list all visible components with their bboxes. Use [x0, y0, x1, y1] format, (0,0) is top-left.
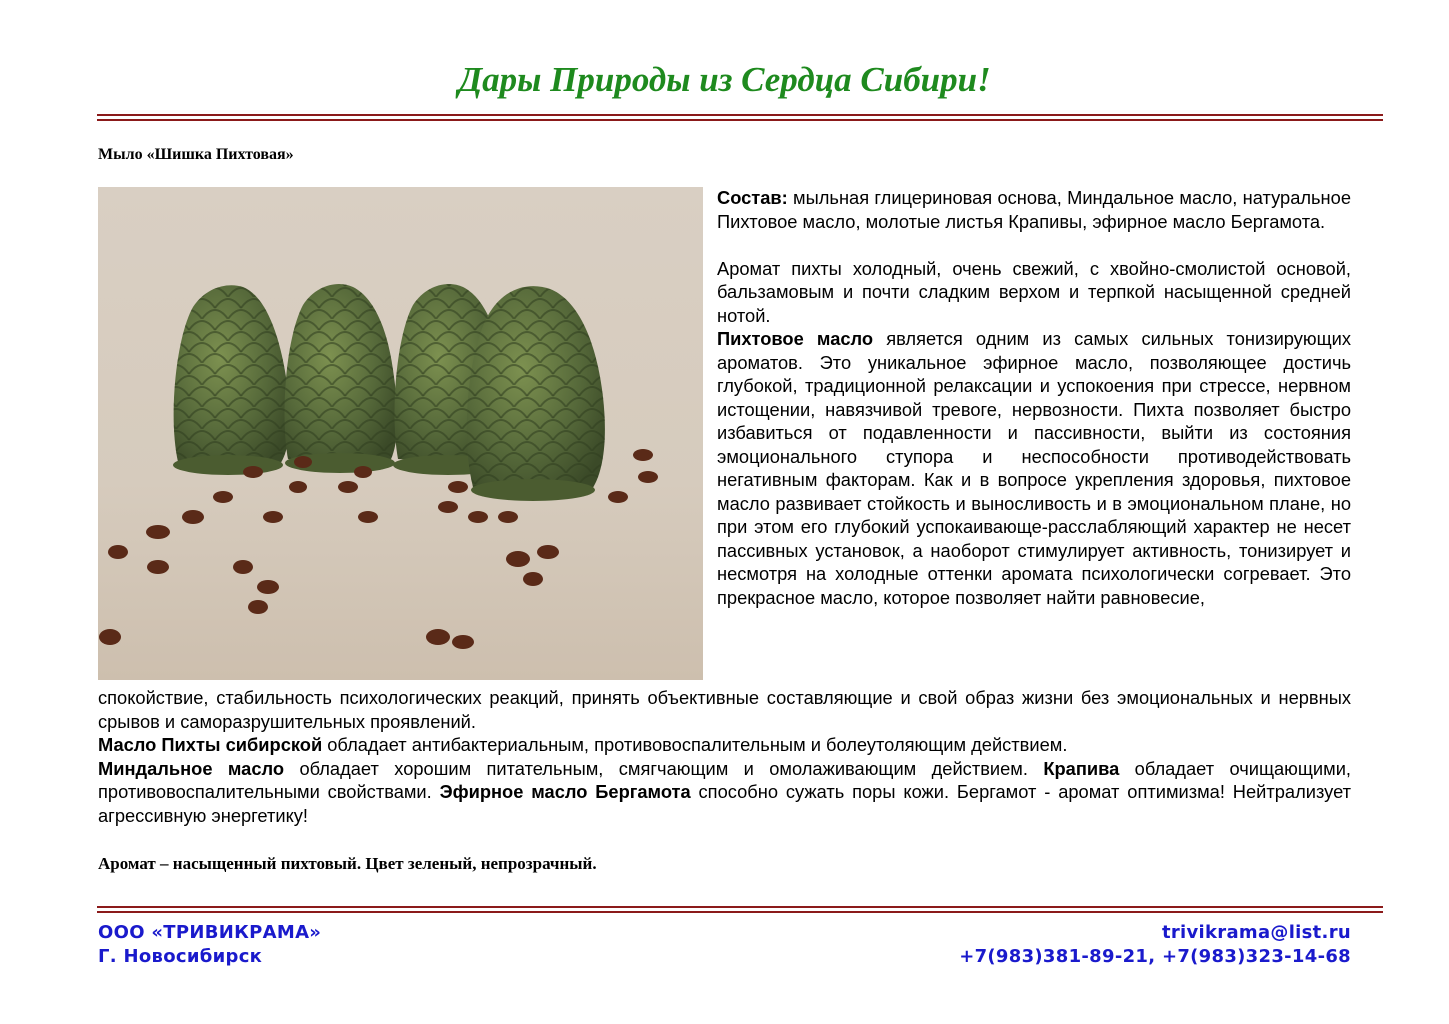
footer-contacts	[959, 921, 1351, 969]
siberian-fir-text: обладает антибактериальным, противовоспалительным и болеутоляющим действием.	[322, 734, 1068, 755]
almond-text: обладает хорошим питательным, смягчающим и омолаживающим действием.	[284, 757, 1044, 779]
description-column	[717, 186, 1351, 609]
ingredients-paragraph	[98, 757, 1351, 828]
fir-oil-paragraph	[717, 327, 1351, 609]
footer-company	[98, 921, 321, 969]
bottom-divider	[97, 906, 1383, 913]
description-wide	[98, 686, 1351, 827]
composition-paragraph	[717, 186, 1351, 233]
fir-oil-label: Пихтовое масло	[717, 328, 874, 349]
aroma-description: Аромат пихты холодный, очень свежий, с хвойно-смолистой основой, бальзамовым и почти сладким верхом и терпкой насыщенной средней нотой.	[717, 257, 1351, 326]
composition-text: мыльная глицериновая основа, Миндальное масло, натуральное Пихтовое масло, молотые листья Крапивы, эфирное масло Бергамота.	[717, 187, 1351, 232]
contact-email[interactable]: trivikrama@list.ru	[1161, 922, 1351, 943]
fir-oil-continuation: спокойствие, стабильность психологических реакций, принять объективные составляющие и свой образ жизни без эмоциональных и нервных срывов и саморазрушительных проявлений.	[98, 687, 1351, 732]
bergamot-label: Эфирное масло Бергамота	[439, 781, 691, 802]
page-title: Дары Природы из Сердца Сибири!	[458, 60, 991, 99]
nettle-text: обладает очищающими, противовоспалительными свойствами.	[98, 757, 1351, 802]
company-name: ООО «ТРИВИКРАМА»	[98, 922, 322, 943]
contact-phones[interactable]: +7(983)381-89-21, +7(983)323-14-68	[959, 946, 1351, 967]
product-photo	[98, 187, 703, 680]
company-city: Г. Новосибирск	[98, 946, 263, 967]
fir-oil-text: является одним из самых сильных тонизирующих ароматов. Это уникальное эфирное масло, позволяющее достичь глубокой, традиционной релаксации и успокоения при стрессе, нервном истощении, навязчивой тревоге, нервозности. Пихта позволяет быстро избавиться от подавленности и пассивности, выйти из состояния эмоционального ступора и неспособности противодействовать негативным факторам. Как и в вопросе укрепления здоровья, пихтовое масло развивает стойкость и выносливость и в эмоциональном плане, но при этом его глубокий успокаивающе-расслабляющий характер не несет пассивных установок, а наоборот стимулирует активность, тонизирует и несмотря на холодные оттенки аромата психологически согревает. Это прекрасное масло, которое позволяет найти равновесие,	[717, 328, 1351, 608]
top-divider	[97, 114, 1383, 121]
siberian-fir-paragraph	[98, 733, 1351, 757]
nettle-label: Крапива	[1043, 757, 1120, 779]
almond-label: Миндальное масло	[98, 757, 285, 779]
aroma-color-summary: Аромат – насыщенный пихтовый. Цвет зеленый, непрозрачный.	[98, 854, 597, 873]
bergamot-text: способно сужать поры кожи. Бергамот - аромат оптимизма! Нейтрализует агрессивную энергетику!	[98, 781, 1352, 826]
siberian-fir-label: Масло Пихты сибирской	[98, 734, 323, 755]
composition-label: Состав:	[717, 187, 788, 208]
product-name: Мыло «Шишка Пихтовая»	[98, 146, 294, 163]
